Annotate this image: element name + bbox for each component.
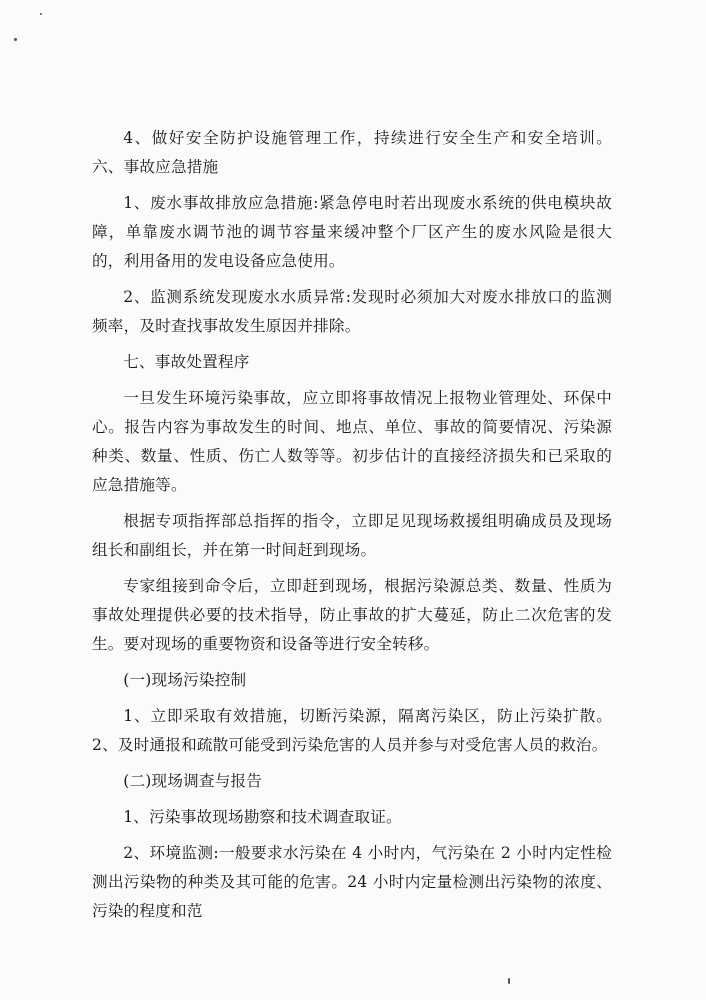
scan-speck — [14, 38, 17, 41]
subsection-heading-pollution-control: (一)现场污染控制 — [123, 671, 247, 689]
paragraph-command-instruction: 根据专项指挥部总指挥的指令，立即足见现场救援组明确成员及现场组长和副组长，并在第一时间赶到现场。 — [92, 512, 612, 559]
subsection-heading-investigation-report: (二)现场调查与报告 — [123, 772, 263, 790]
document-body — [92, 124, 612, 933]
paragraph-environmental-monitoring: 2、环境监测:一般要求水污染在 4 小时内，气污染在 2 小时内定性检测出污染物的种类及其可能的危害。24 小时内定量检测出污染物的浓度、污染的程度和范 — [92, 844, 612, 920]
paragraph-site-survey: 1、污染事故现场勘察和技术调查取证。 — [123, 808, 402, 826]
paragraph-wastewater-emergency: 1、废水事故排放应急措施:紧急停电时若出现废水系统的供电模块故障，单靠废水调节池的调节容量来缓冲整个厂区产生的废水风险是很大的，利用备用的发电设备应急使用。 — [92, 194, 612, 270]
paragraph-report-incident: 一旦发生环境污染事故，应立即将事故情况上报物业管理处、环保中心。报告内容为事故发生的时间、地点、单位、事故的简要情况、污染源种类、数量、性质、伤亡人数等等。初步估计的直接经济损失和已采取的应急措施等。 — [92, 389, 612, 494]
scan-speck — [508, 978, 510, 984]
paragraph-control-measures: 1、立即采取有效措施，切断污染源，隔离污染区，防止污染扩散。 2、及时通报和疏散可能受到污染危害的人员并参与对受危害人员的救治。 — [92, 707, 612, 754]
section-heading-incident-procedure: 七、事故处置程序 — [123, 353, 250, 371]
paragraph-safety-measures: 4、做好安全防护设施管理工作，持续进行安全生产和安全培训。 六、事故应急措施 — [92, 129, 612, 176]
scan-speck — [40, 13, 42, 15]
paragraph-expert-group: 专家组接到命令后，立即赶到现场，根据污染源总类、数量、性质为事故处理提供必要的技术指导，防止事故的扩大蔓延，防止二次危害的发生。要对现场的重要物资和设备等进行安全转移。 — [92, 577, 612, 653]
paragraph-monitoring-anomaly: 2、监测系统发现废水水质异常:发现时必须加大对废水排放口的监测频率，及时查找事故发生原因并排除。 — [92, 288, 612, 335]
